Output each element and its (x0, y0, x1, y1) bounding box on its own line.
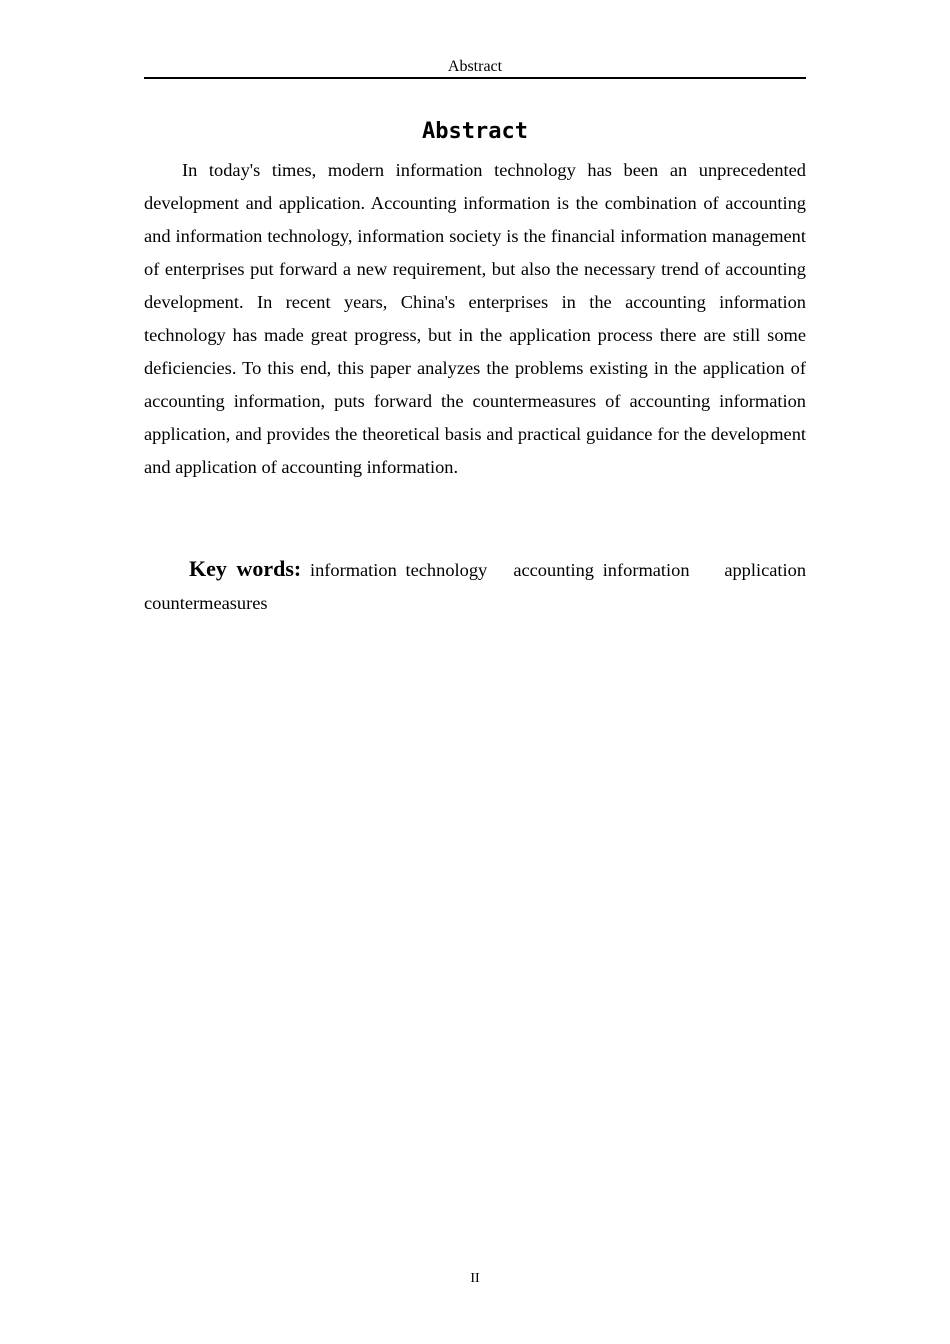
abstract-title: Abstract (422, 119, 528, 144)
page-number: II (470, 1271, 480, 1286)
keywords-label: Key words: (189, 556, 302, 581)
keyword-item: information technology (309, 560, 488, 580)
abstract-body: In today's times, modern information technology has been an unprecedented development and application. Accounting information is the combination of accounting and information technology, information society is the financial information management of enterprises put forward a new requirement, but also the necessary trend of accounting development. In recent years, China's enterprises in the accounting information technology has made great progress, but in the application process there are still some deficiencies. To this end, this paper analyzes the problems existing in the application of accounting information, puts forward the countermeasures of accounting information application, and provides the theoretical basis and practical guidance for the development and application of accounting information. (144, 160, 806, 477)
keyword-item: countermeasures (144, 593, 268, 613)
keyword-item: accounting information (513, 560, 690, 580)
keywords-paragraph (144, 552, 806, 620)
running-header: Abstract (447, 58, 503, 75)
keyword-item: application (724, 560, 807, 580)
header-rule (144, 77, 806, 79)
